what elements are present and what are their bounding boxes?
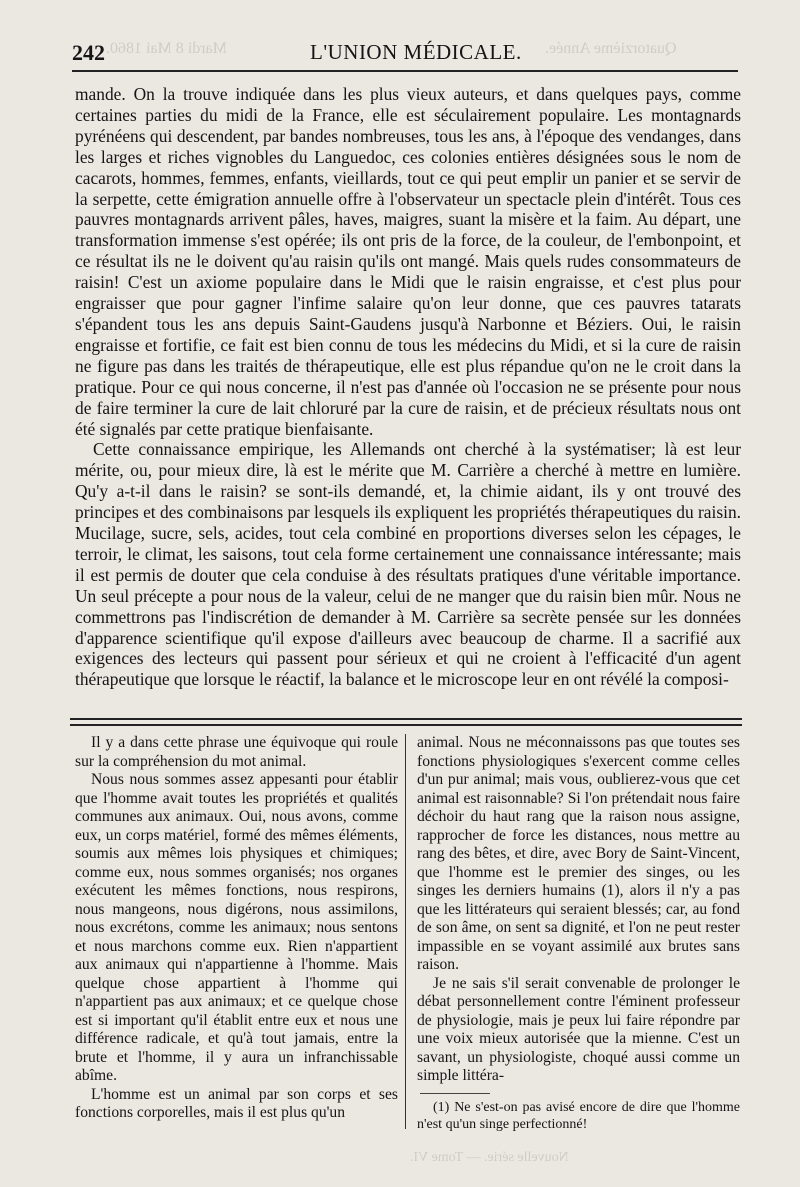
show-through-year: Quatorzième Année. — [545, 40, 677, 57]
main-paragraph: Cette connaissance empirique, les Allemands ont cherché à la systématiser; là est leur mérite, ou, pour mieux dire, là est le mérite que M. Carrière a cherché à mettre en lumière. Qu'y a-t-il dans le raisin? se sont-ils demandé, et, la chimie aidant, ils y ont trouvé des principes et des combinaisons par lesquels ils expliquent les propriétés thérapeutiques du raisin. Mucilage, sucre, sels, acides, tout cela combiné en proportions diverses selon les cépages, le terroir, le climat, les saisons, tout cela forme certainement une connaissance intéressante; mais il est permis de douter que cela conduise à des résultats pratiques d'une véritable importance. Un seul précepte a pour nous de la valeur, celui de ne manger que du raisin bien mûr. Nous ne commettrons pas l'indiscrétion de demander à M. Carrière sa secrète pensée sur les données d'apparence scientifique qu'il expose d'ailleurs avec beaucoup de charme. Il a sacrifié aux exigences des lecteurs qui passent pour sérieux et qui ne croient à l'efficacité d'un agent thérapeutique que lorsque le réactif, la balance et le microscope leur en ont révélé la composi- — [75, 439, 741, 690]
page-number: 242 — [72, 40, 105, 65]
footnote-rule — [420, 1093, 490, 1094]
header-rule — [72, 70, 738, 72]
column-paragraph: Nous nous sommes assez appesanti pour établir que l'homme avait toutes les propriétés et qualités communes aux animaux. Oui, nous avons, comme eux, un corps matériel, formé des mêmes éléments, soumis aux mêmes lois physiques et chimiques; comme eux, nous sommes organisés; nos organes exécutent les mêmes fonctions, nous respirons, nous mangeons, nous digérons, nous assimilons, nous excrétons, comme les animaux; nous sentons et nous marchons comme eux. Rien n'appartient aux animaux qui n'appartienne à l'homme. Mais quelque chose appartient à l'homme qui n'appartient pas aux animaux; et ce quelque chose est si important qu'il établit entre eux et nous une différence radicale, et qu'à tout jamais, entre la brute et l'homme, il y aura un infranchissable abîme. — [75, 771, 398, 1084]
column-paragraph: animal. Nous ne méconnaissons pas que toutes ses fonctions physiologiques s'exercent comme celles d'un pur animal; mais vous, oublierez-vous que cet animal est raisonnable? Si l'on prétendait nous faire déchoir du haut rang que la raison nous assigne, rapprocher de force les distances, nous mettre au rang des bêtes, et dire, avec Bory de Saint-Vincent, que l'homme est le premier des singes, ou les singes les derniers humains (1), alors il n'y a pas que les littérateurs qui seraient blessés; car, au fond de son âme, on sent sa dignité, et l'on ne peut rester impassible en se voyant assimilé aux brutes sans raison. — [417, 734, 740, 973]
footnote: (1) Ne s'est-on pas avisé encore de dire que l'homme n'est qu'un singe perfectionné! — [417, 1100, 740, 1132]
column-divider — [405, 734, 406, 1129]
column-paragraph: L'homme est un animal par son corps et ses fonctions corporelles, mais il est plus qu'un — [75, 1085, 398, 1121]
feuilleton-right-column — [417, 734, 740, 1086]
page-header — [72, 36, 738, 68]
show-through-date: Mardi 8 Mai 1860. — [106, 40, 227, 57]
feuilleton-left-column — [75, 734, 398, 1123]
column-paragraph: Il y a dans cette phrase une équivoque qui roule sur la compréhension du mot animal. — [75, 734, 398, 770]
feuilleton-rule — [70, 718, 742, 726]
show-through-series: Nouvelle série. — Tome VI. — [410, 1150, 569, 1165]
column-paragraph: Je ne sais s'il serait convenable de prolonger le débat personnellement contre l'éminent professeur de physiologie, mais je peux lui faire répondre par une voix mieux autorisée que la mienne. C'est un savant, un physiologiste, choqué aussi comme un simple littéra- — [417, 974, 740, 1084]
main-paragraph: mande. On la trouve indiquée dans les plus vieux auteurs, et dans quelques pays, comme certaines parties du midi de la France, elle est séculairement populaire. Les montagnards pyrénéens qui descendent, par bandes nombreuses, tous les ans, à l'époque des vendanges, dans les larges et riches vignobles du Languedoc, ces colonies entières désignées sous le nom de cacarots, hommes, femmes, enfants, vieillards, tout ce qui peut emplir un panier et se servir de la serpette, cette émigration annuelle offre à l'observateur un spectacle plein d'intérêt. Tous ces pauvres montagnards arrivent pâles, haves, maigres, suant la misère et la faim. Au départ, une transformation immense s'est opérée; ils ont pris de la force, de la couleur, de l'embonpoint, et ce résultat ils ne le doivent qu'au raisin qu'ils ont mangé. Mais quels rudes consommateurs de raisin! C'est un axiome populaire dans le Midi que le raisin engraisse, et c'est plus pour engraisser que pour gagner l'infime salaire qu'on leur donne, que ces pauvres tatarats s'épandent tous les ans depuis Saint-Gaudens jusqu'à Narbonne et Béziers. Oui, le raisin engraisse et fortifie, ce fait est bien connu de tous les médecins du Midi, et si la cure de raisin ne figure pas dans les traités de thérapeutique, elle est plus répandue qu'on ne le croit dans la pratique. Pour ce qui nous concerne, il n'est pas d'année où l'occasion ne se présente pour nous de faire terminer la cure de lait chloruré par la cure de raisin, et de précieux résultats nous ont été signalés par cette pratique bienfaisante. — [75, 84, 741, 439]
main-article — [75, 84, 741, 690]
journal-title: L'UNION MÉDICALE. — [310, 40, 522, 64]
